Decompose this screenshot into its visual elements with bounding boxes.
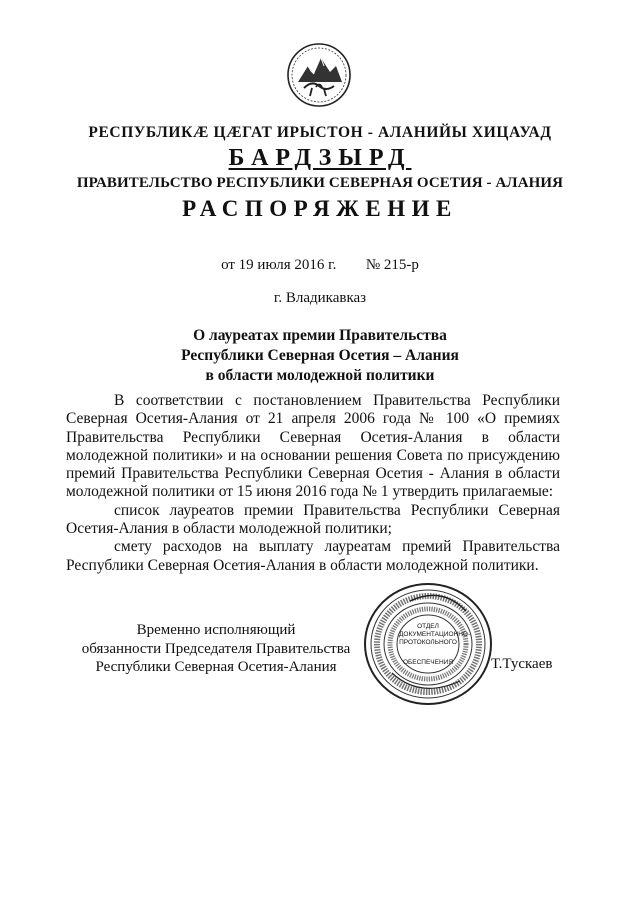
subject-line: в области молодежной политики xyxy=(205,367,435,384)
seal-text-line: ОТДЕЛ xyxy=(417,623,439,630)
document-subject xyxy=(0,326,640,386)
signatory-position-line: Временно исполняющий xyxy=(136,622,296,638)
header-ossetian-title: РЕСПУБЛИКӔ ЦӔГАТ ИРЫСТОН - АЛАНИЙЫ ХИЦАУАД xyxy=(88,124,552,141)
body-paragraph: список лауреатов премии Правительства Республики Северная Осетия-Алания в области молодежной политики; xyxy=(66,501,560,538)
coat-of-arms-icon xyxy=(286,42,352,108)
document-type-title: РАСПОРЯЖЕНИЕ xyxy=(182,196,458,221)
document-number: № 215-р xyxy=(365,257,419,273)
header-bardzyrd: БАРДЗЫРД xyxy=(228,145,412,171)
signatory-position-line: обязанности Председателя Правительства xyxy=(81,640,351,657)
signatory-position xyxy=(76,621,356,677)
seal-text-line: ПРОТОКОЛЬНОГО xyxy=(399,639,457,646)
signatory-position-line: Республики Северная Осетия-Алания xyxy=(95,659,337,675)
document-city: г. Владикавказ xyxy=(273,290,367,306)
seal-inner-text xyxy=(399,623,471,667)
signatory-name: Т.Тускаев xyxy=(491,656,553,672)
body-paragraph: смету расходов на выплату лауреатам премий Правительства Республики Северная Осетия-Алания в области молодежной политики. xyxy=(66,538,560,574)
subject-line: Республики Северная Осетия – Алания xyxy=(181,347,459,364)
seal-text-line: ОБЕСПЕЧЕНИЯ xyxy=(402,659,454,666)
document-date: от 19 июля 2016 г. xyxy=(221,257,337,273)
subject-line: О лауреатах премии Правительства xyxy=(193,327,447,344)
document-body xyxy=(66,392,560,575)
seal-text-line: ДОКУМЕНТАЦИОННО- xyxy=(399,631,471,638)
body-paragraph: В соответствии с постановлением Правительства Республики Северная Осетия-Алания от 21 апреля 2006 года № 100 «О премиях Правительства Республики Северная Осетия-Алания в области молодежной политики» и на основании решения Совета по присуждению премий Правительства Республики Северная Осетия - Алания в области молодежной политики от 15 июня 2016 года № 1 утвердить прилагаемые: xyxy=(66,392,560,501)
header-government-title: ПРАВИТЕЛЬСТВО РЕСПУБЛИКИ СЕВЕРНАЯ ОСЕТИЯ - АЛАНИЯ xyxy=(76,175,564,191)
date-number-line xyxy=(0,257,640,274)
